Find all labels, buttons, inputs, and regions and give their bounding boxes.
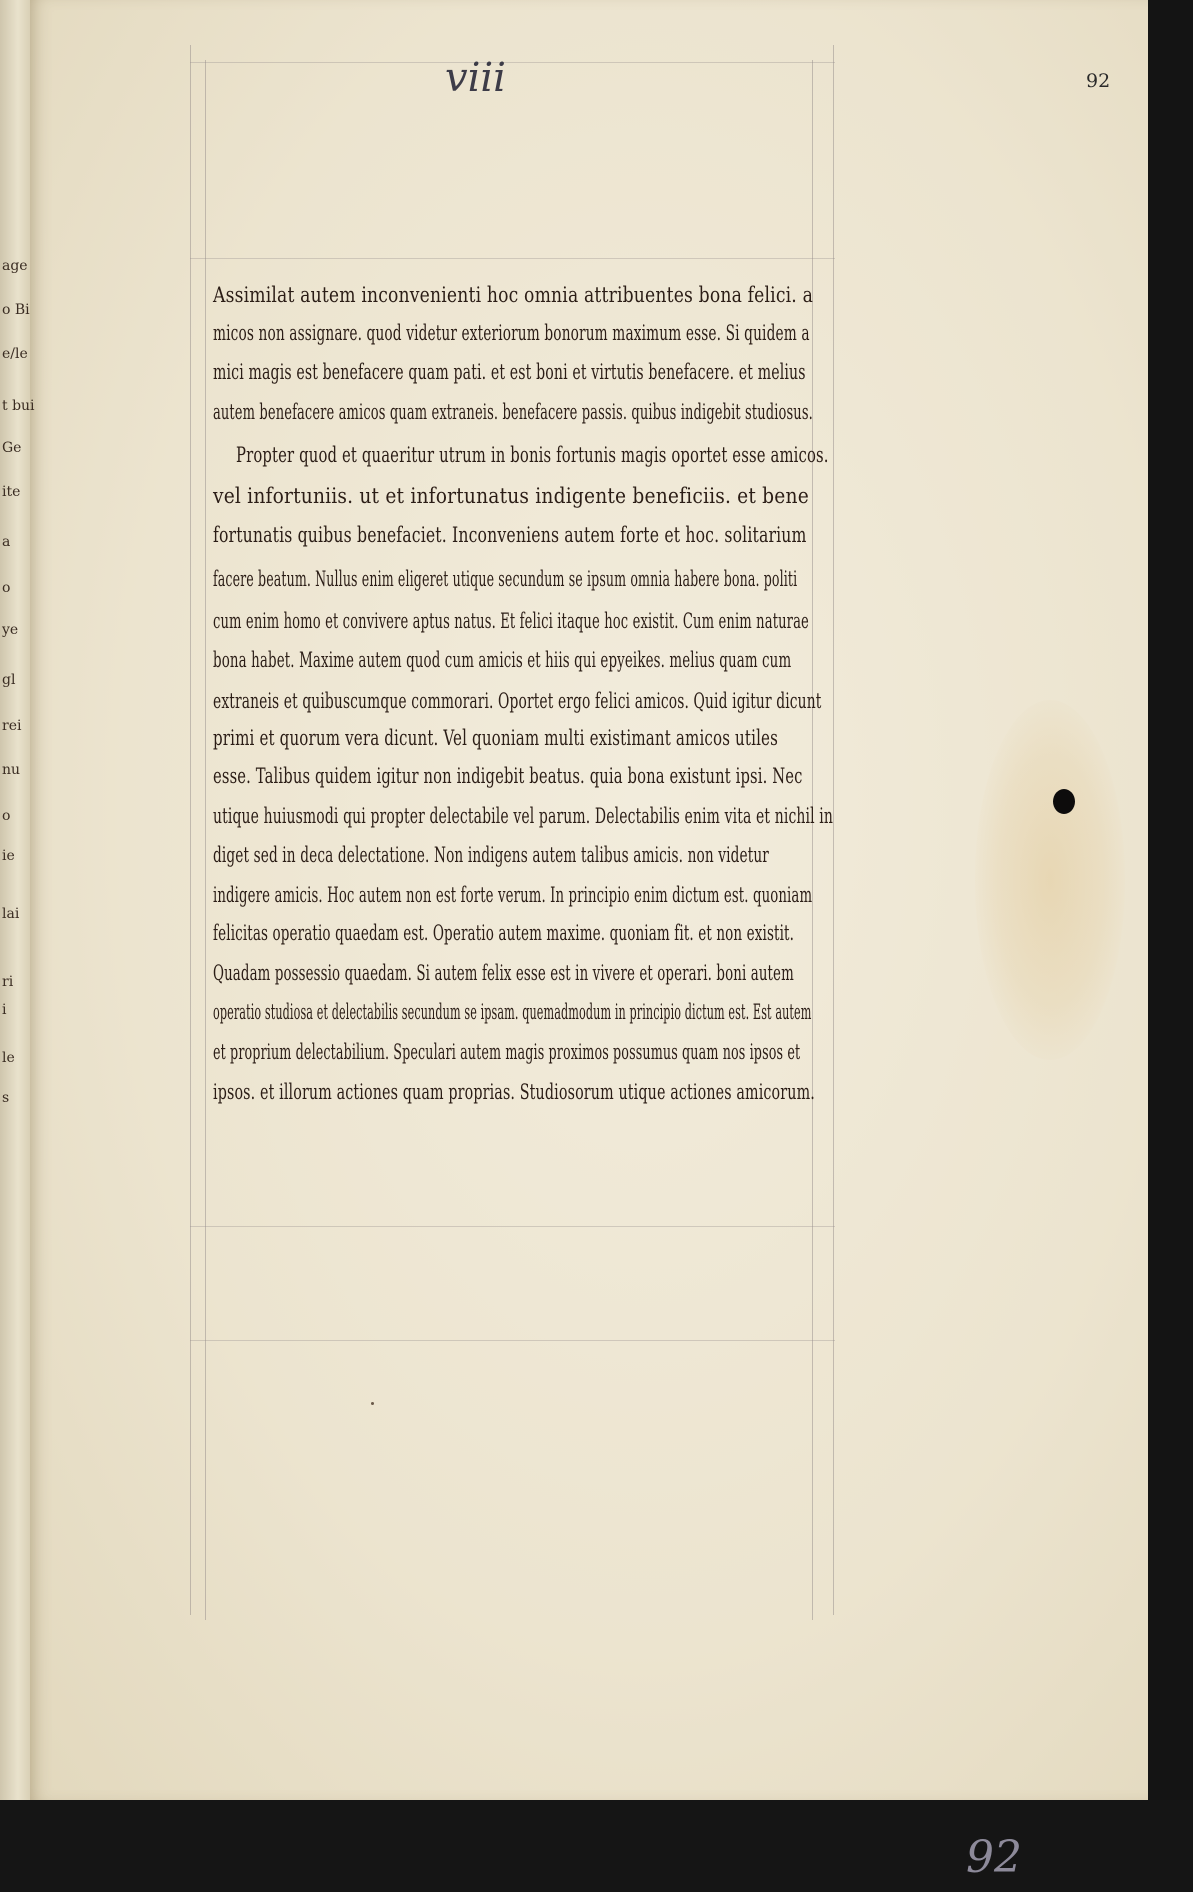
text-bottom-ruling [190,1226,835,1227]
manuscript-line: Quadam possessio quaedam. Si autem felix esse est in vivere et operari. boni autem [213,961,794,985]
parchment-hole [1053,789,1075,814]
manuscript-line: felicitas operatio quaedam est. Operatio autem maxime. quoniam fit. et non existit. [213,921,795,945]
manuscript-line: operatio studiosa et delectabilis secundum se ipsam. quemadmodum in principio dictum est. Est autem [213,1000,812,1024]
facing-page-fragment: ie [2,848,15,864]
text-top-ruling [190,258,835,259]
manuscript-line: facere beatum. Nullus enim eligeret utique secundum se ipsum omnia habere bona. politi [213,567,798,591]
manuscript-line: diget sed in deca delectatione. Non indigens autem talibus amicis. non videtur [213,843,769,867]
facing-page-fragment: le [2,1050,15,1066]
running-head: viii [445,55,506,101]
pencil-folio-number [966,1822,1036,1892]
facing-page-fragment: s [2,1090,10,1106]
facing-page-fragment: nu [2,762,21,778]
facing-page-fragment: i [2,1002,7,1018]
facing-page-fragment: gl [2,672,16,688]
facing-page-fragment: o Bi [2,302,30,318]
facing-page-fragment: t bui [2,398,35,414]
facing-page-fragment: a [2,534,11,550]
top-ruling [190,62,835,63]
manuscript-line: vel infortuniis. ut et infortunatus indigente beneficiis. et bene [213,484,809,508]
facing-page-fragment: ri [2,974,14,990]
manuscript-line: Assimilat autem inconvenienti hoc omnia attribuentes bona felici. a [213,283,813,307]
manuscript-line: fortunatis quibus benefaciet. Inconveniens autem forte et hoc. solitarium [213,523,807,547]
facing-page-fragment: rei [2,718,22,734]
facing-page-fragment: ye [2,622,19,638]
manuscript-line: et proprium delectabilium. Speculari autem magis proximos possumus quam nos ipsos et [213,1040,801,1064]
outer-ruling-left [190,45,191,1615]
manuscript-line: utique huiusmodi qui propter delectabile vel parum. Delectabilis enim vita et nichil in [213,804,834,828]
folio-number: 92 [1086,70,1111,92]
text-ruling-left [205,60,206,1620]
manuscript-line: Propter quod et quaeritur utrum in bonis fortunis magis oportet esse amicos. [236,443,829,467]
manuscript-line: indigere amicis. Hoc autem non est forte verum. In principio enim dictum est. quoniam [213,883,813,907]
facing-page-fragment: e/le [2,346,28,362]
outer-ruling-right [833,45,834,1615]
manuscript-line: bona habet. Maxime autem quod cum amicis et hiis qui epyeikes. melius quam cum [213,648,792,672]
page-edge-background [1148,0,1193,1800]
manuscript-line: primi et quorum vera dicunt. Vel quoniam multi existimant amicos utiles [213,726,778,750]
foxing-stain [975,700,1125,1060]
facing-page-fragment: ite [2,484,21,500]
facing-page-fragment: Ge [2,440,22,456]
facing-page-fragment: o [2,580,11,596]
manuscript-line: cum enim homo et convivere aptus natus. Et felici itaque hoc existit. Cum enim naturae [213,609,809,633]
manuscript-line: ipsos. et illorum actiones quam proprias. Studiosorum utique actiones amicorum. [213,1080,815,1104]
ink-speck [371,1402,374,1405]
facing-page-fragment: lai [2,906,20,922]
bottom-ruling [190,1340,835,1341]
manuscript-line: extraneis et quibuscumque commorari. Oportet ergo felici amicos. Quid igitur dicunt [213,689,822,713]
svg-text:92: 92 [966,1832,1022,1883]
manuscript-line: esse. Talibus quidem igitur non indigebit beatus. quia bona existunt ipsi. Nec [213,764,803,788]
manuscript-line: mici magis est benefacere quam pati. et est boni et virtutis benefacere. et melius [213,360,806,384]
manuscript-line: autem benefacere amicos quam extraneis. benefacere passis. quibus indigebit studiosus. [213,400,813,424]
manuscript-line: micos non assignare. quod videtur exteriorum bonorum maximum esse. Si quidem a [213,321,810,345]
facing-page-fragment: o [2,808,11,824]
facing-page-fragment: age [2,258,28,274]
